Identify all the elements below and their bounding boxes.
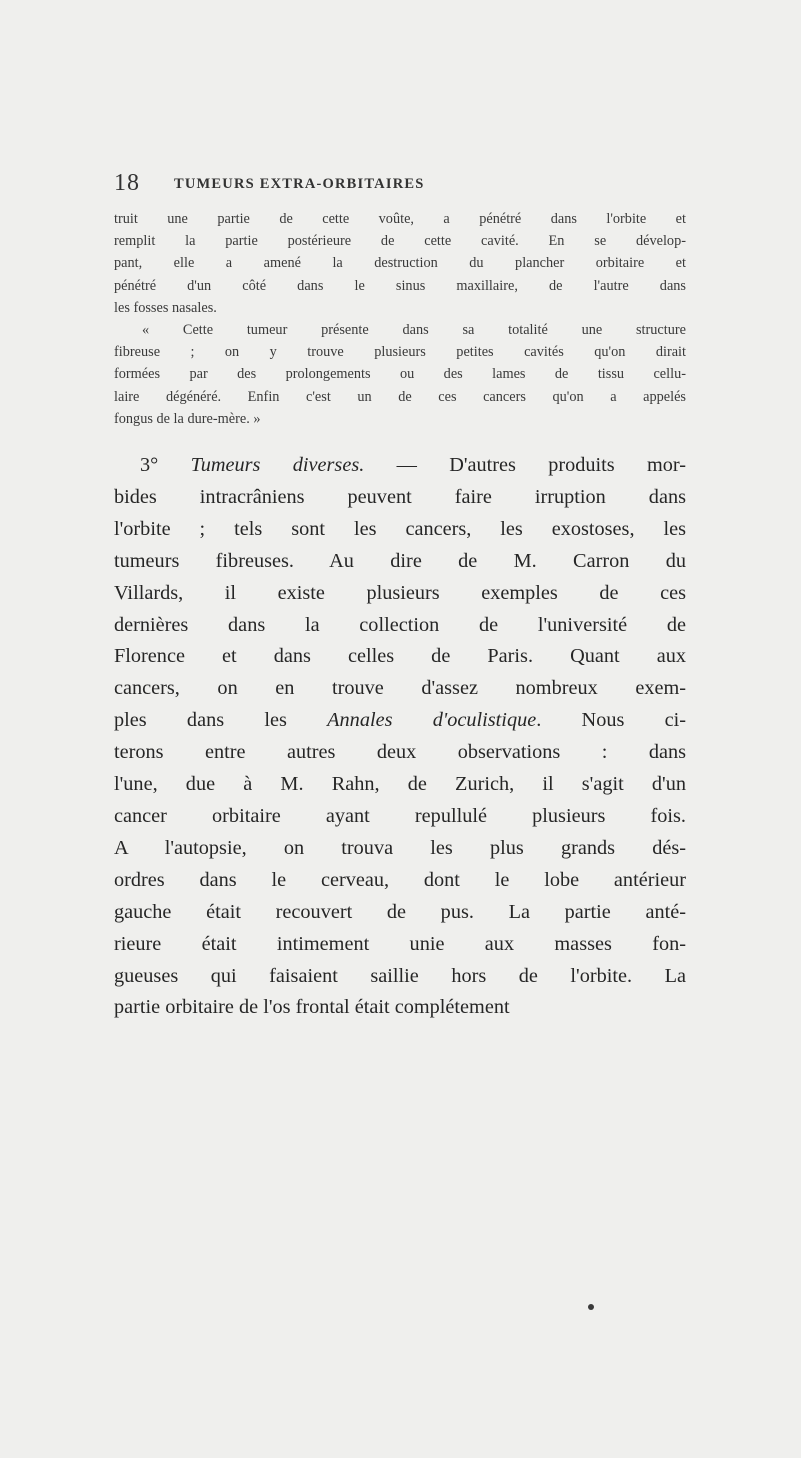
text-line: formées par des prolongements ou des lames de tissu cellu-: [114, 366, 686, 383]
text-line: gauche était recouvert de pus. La partie anté-: [114, 900, 686, 923]
section-number: 3°: [140, 454, 159, 476]
text-line: gueuses qui faisaient saillie hors de l'orbite. La: [114, 964, 686, 987]
text-line: pant, elle a amené la destruction du plancher orbitaire et: [114, 255, 686, 272]
main-paragraph: [114, 450, 686, 1024]
text-line: l'orbite ; tels sont les cancers, les exostoses, les: [114, 517, 686, 540]
text-fragment: . Nous ci-: [536, 709, 687, 732]
text-line: tumeurs fibreuses. Au dire de M. Carron du: [114, 549, 686, 572]
quoted-observation: [114, 208, 686, 430]
text-line-with-citation: [114, 705, 686, 737]
section-heading-line: [114, 450, 686, 482]
section-title: Tumeurs diverses.: [190, 454, 365, 476]
text-line: rieure était intimement unie aux masses fon-: [114, 932, 686, 955]
cited-journal-title: Annales d'oculistique: [327, 709, 537, 732]
text-line: fongus de la dure-mère. »: [114, 410, 261, 427]
text-line: « Cette tumeur présente dans sa totalité une structure: [142, 322, 686, 339]
text-line: pénétré d'un côté dans le sinus maxillaire, de l'autre dans: [114, 277, 686, 294]
text-line: les fosses nasales.: [114, 299, 217, 316]
text-line: fibreuse ; on y trouve plusieurs petites cavités qu'on dirait: [114, 344, 686, 361]
text-line: laire dégénéré. Enfin c'est un de ces cancers qu'on a appelés: [114, 388, 686, 405]
page-number: 18: [114, 170, 140, 196]
running-head: TUMEURS EXTRA-ORBITAIRES: [174, 176, 425, 192]
printer-mark-dot: [588, 1304, 594, 1310]
text-line: cancer orbitaire ayant repullulé plusieurs fois.: [114, 804, 686, 827]
text-line: terons entre autres deux observations : dans: [114, 741, 686, 764]
text-fragment: — D'autres produits mor-: [396, 454, 687, 476]
text-line: Villards, il existe plusieurs exemples de ces: [114, 581, 686, 604]
text-line: truit une partie de cette voûte, a pénétré dans l'orbite et: [114, 211, 686, 227]
text-line: bides intracrâniens peuvent faire irruption dans: [114, 485, 686, 508]
text-line: remplit la partie postérieure de cette cavité. En se dévelop-: [114, 233, 686, 250]
text-line: A l'autopsie, on trouva les plus grands dés-: [114, 836, 686, 859]
text-line: dernières dans la collection de l'université de: [114, 613, 686, 636]
text-fragment: ples dans les: [114, 709, 287, 732]
text-line: cancers, on en trouve d'assez nombreux exem-: [114, 677, 686, 700]
page-header: [114, 170, 714, 202]
text-line: partie orbitaire de l'os frontal était complétement: [114, 996, 510, 1019]
text-line: ordres dans le cerveau, dont le lobe antérieur: [114, 868, 686, 891]
text-line: l'une, due à M. Rahn, de Zurich, il s'agit d'un: [114, 773, 686, 796]
text-line: Florence et dans celles de Paris. Quant aux: [114, 645, 686, 668]
